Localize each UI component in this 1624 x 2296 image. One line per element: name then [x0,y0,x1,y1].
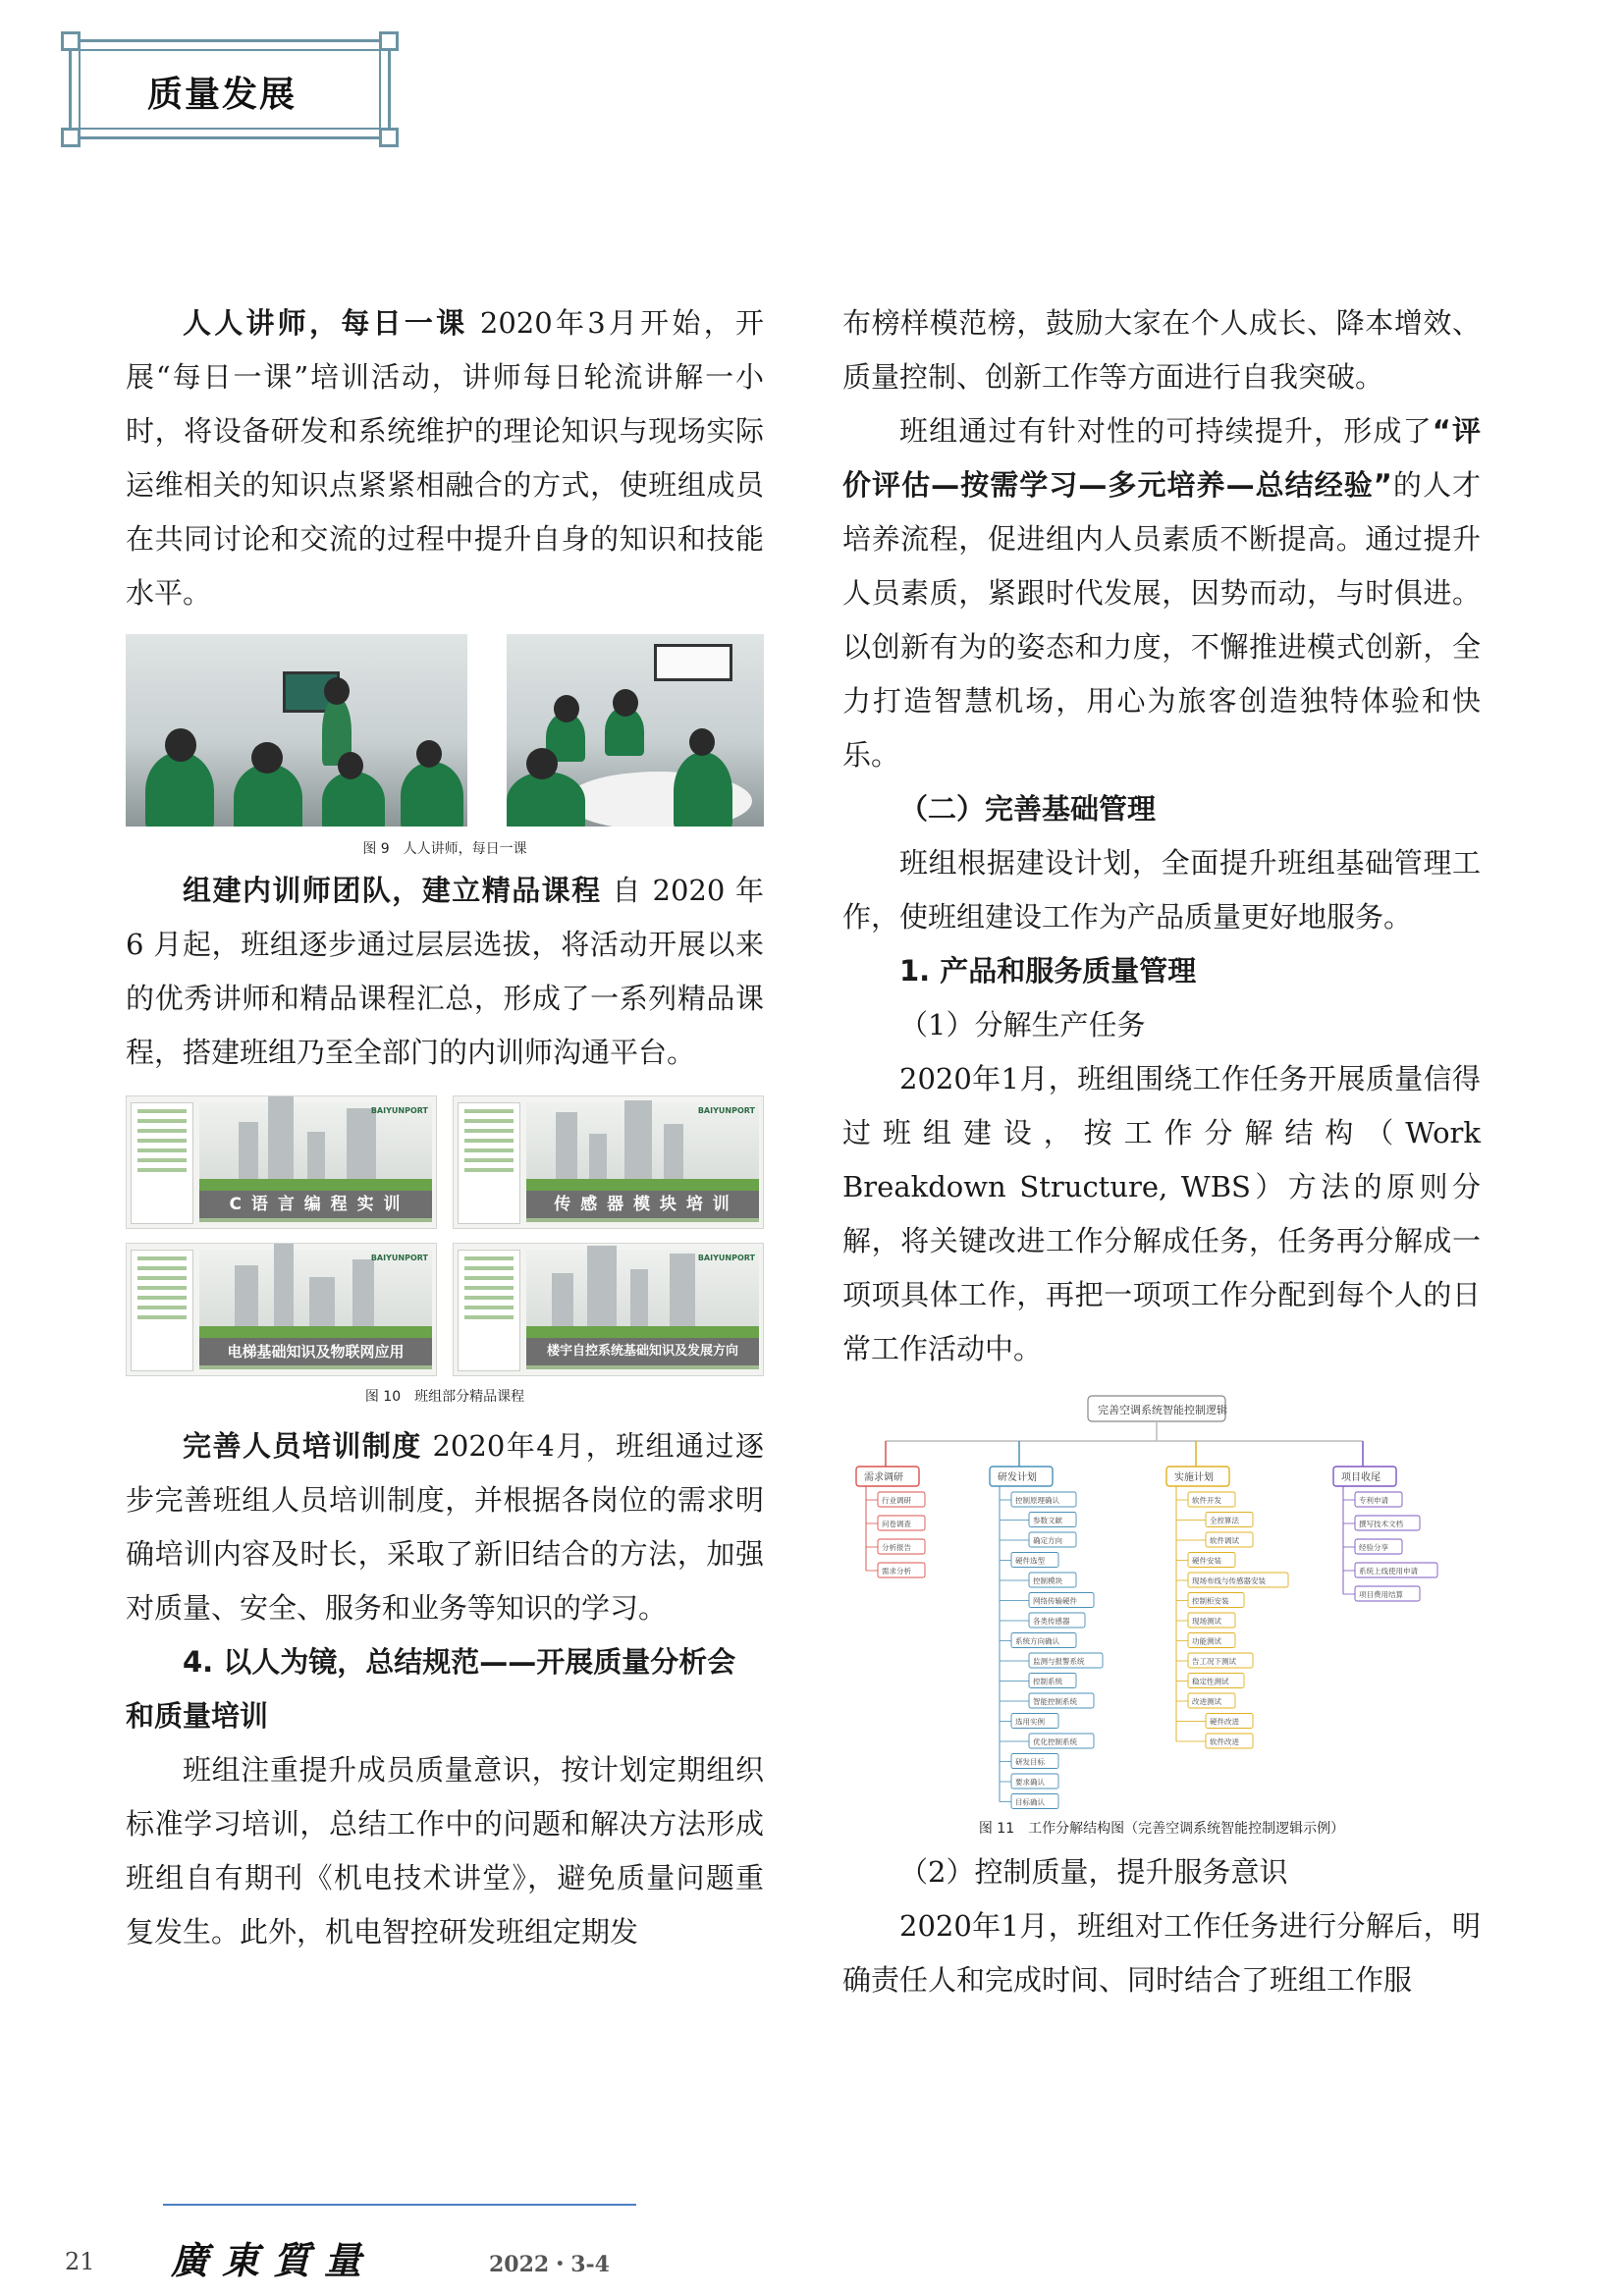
wbs-item-label: 系统上线使用申请 [1359,1567,1418,1575]
wbs-item-label: 经验分享 [1359,1543,1388,1552]
wbs-item-label: 目标确认 [1015,1797,1045,1807]
section-header [61,31,399,147]
paragraph-training-system [126,1419,764,1635]
right-column [842,296,1481,2007]
wbs-item-label: 项目费用结算 [1359,1590,1403,1599]
figure-10-caption: 图 10 班组部分精品课程 [364,1389,525,1405]
wbs-item-label: 软件改进 [1210,1737,1239,1746]
wbs-item-label: 优化控制系统 [1033,1737,1077,1746]
subheading-decompose-tasks: （1）分解生产任务 [899,1008,1146,1041]
course-title: 楼宇自控系统基础知识及发展方向 [526,1338,759,1365]
wbs-item-label: 选用实例 [1015,1717,1045,1727]
wbs-item-label: 监测与报警系统 [1033,1657,1085,1666]
wbs-item-label: 网络传输硬件 [1033,1596,1077,1606]
figure-11-caption: 图 11 工作分解结构图（完善空调系统智能控制逻辑示例） [978,1821,1345,1837]
wbs-item-label: 参数文献 [1033,1516,1062,1525]
wbs-item-label: 系统方向确认 [1015,1636,1059,1646]
wbs-item-label: 智能控制系统 [1033,1697,1077,1706]
wbs-item-label: 撰写技术文档 [1359,1520,1403,1528]
course-title: 传 感 器 模 块 培 训 [526,1191,759,1218]
magazine-brand: 廣東質量 [171,2238,376,2282]
wbs-item-label: 控制原理确认 [1015,1496,1059,1505]
paragraph-control-quality: 2020年1月，班组对工作任务进行分解后，明确责任人和完成时间、同时结合了班组工作服 [842,1909,1481,1997]
heading-quality-analysis: 4. 以人为镜，总结规范——开展质量分析会和质量培训 [126,1645,736,1733]
page-number: 21 [65,2248,95,2275]
wbs-item-label: 专利申请 [1359,1496,1388,1505]
wbs-item-label: 控制柜安装 [1192,1596,1229,1606]
paragraph-basic-management: 班组根据建设计划，全面提升班组基础管理工作，使班组建设工作为产品质量更好地服务。 [842,846,1481,934]
wbs-item-label: 全控算法 [1210,1516,1239,1525]
course-logo: BAIYUNPORT [697,1106,755,1115]
text-training-system: 2020年4月，班组通过逐步完善班组人员培训制度，并根据各岗位的需求明确培训内容及时长，采取了新旧结合的方法，加强对质量、安全、服务和业务等知识的学习。 [126,1429,764,1625]
wbs-item-label: 告工况下测试 [1192,1657,1236,1666]
paragraph-quality-awareness: 班组注重提升成员质量意识，按计划定期组织标准学习培训，总结工作中的问题和解决方法形成班组自有期刊《机电技术讲堂》，避免质量问题重复发生。此外，机电智控研发班组定期发 [126,1753,764,1949]
wbs-branch-label: 实施计划 [1174,1472,1214,1483]
wbs-item-label: 各类传感器 [1033,1617,1070,1626]
text-trainer-team: 自 2020 年 6 月起，班组逐步通过层层选拔，将活动开展以来的优秀讲师和精品课程汇总，形成了一系列精品课程，搭建班组乃至全部门的内训师沟通平台。 [126,874,764,1069]
figure-11-wbs-diagram [842,1384,1481,1816]
issue-number: 2022・3-4 [489,2252,610,2277]
classroom-photo-2 [507,634,764,827]
wbs-item-label: 软件调试 [1210,1536,1239,1545]
figure-10-courses [126,1090,764,1382]
wbs-branch-label: 项目收尾 [1341,1472,1380,1483]
lead-daily-lesson: 人人讲师，每日一课 [183,306,468,340]
wbs-item-label: 现场布线与传感器安装 [1192,1576,1266,1585]
wbs-branch-label: 需求调研 [864,1472,903,1483]
course-logo: BAIYUNPORT [697,1254,755,1262]
heading-basic-management: （二）完善基础管理 [899,792,1157,826]
wbs-item-label: 需求分析 [882,1567,911,1575]
paragraph-daily-lesson [126,296,764,620]
figure-9-photos [126,634,764,827]
left-column [126,296,764,1959]
wbs-item-label: 行业调研 [882,1496,911,1505]
course-title: 电梯基础知识及物联网应用 [199,1338,432,1365]
wbs-item-label: 研发目标 [1015,1757,1045,1767]
paragraph-role-models: 布榜样模范榜，鼓励大家在个人成长、降本增效、质量控制、创新工作等方面进行自我突破。 [842,306,1481,394]
wbs-root-label: 完善空调系统智能控制逻辑 [1098,1404,1227,1416]
wbs-item-label: 问卷调查 [882,1520,911,1528]
wbs-branch-label: 研发计划 [998,1472,1037,1483]
wbs-item-label: 稳定性测试 [1192,1677,1229,1686]
course-slide [126,1243,437,1376]
section-title: 质量发展 [147,75,298,115]
heading-product-quality: 1. 产品和服务质量管理 [899,954,1197,988]
talent-process-quote: “评价评估—按需学习—多元培养—总结经验” [842,414,1481,502]
text-daily-lesson: 2020年3月开始，开展“每日一课”培训活动，讲师每日轮流讲解一小时，将设备研发和系统维护的理论知识与现场实际运维相关的知识点紧紧相融合的方式，使班组成员在共同讨论和交流的过程中提升自身的知识和技能水平。 [126,306,764,610]
paragraph-wbs: 2020年1月，班组围绕工作任务开展质量信得过班组建设，按工作分解结构（Work Breakdown Structure, WBS）方法的原则分解，将关键改进工作分解成任务，任务再分解成一项项具体工作，再把一项项工作分配到每个人的日常工作活动中。 [842,1062,1481,1365]
wbs-item-label: 要求确认 [1015,1778,1045,1787]
wbs-diagram-svg [842,1384,1471,1816]
wbs-item-label: 硬件选型 [1015,1556,1045,1566]
course-logo: BAIYUNPORT [370,1106,428,1115]
figure-9-caption: 图 9 人人讲师，每日一课 [362,841,527,857]
text-talent-after: 的人才培养流程，促进组内人员素质不断提高。通过提升人员素质，紧跟时代发展，因势而动，与时俱进。以创新有为的姿态和力度，不懈推进模式创新，全力打造智慧机场，用心为旅客创造独特体验和快乐。 [842,468,1481,772]
course-slide [453,1243,764,1376]
paragraph-trainer-team [126,864,764,1080]
course-logo: BAIYUNPORT [370,1254,428,1262]
wbs-item-label: 控制系统 [1033,1677,1062,1686]
wbs-item-label: 分析报告 [882,1543,911,1552]
wbs-item-label: 硬件改进 [1210,1717,1239,1727]
subheading-control-quality: （2）控制质量，提升服务意识 [899,1855,1288,1889]
text-talent-before: 班组通过有针对性的可持续提升，形成了 [899,414,1433,448]
wbs-item-label: 现场测试 [1192,1617,1221,1626]
wbs-item-label: 控制模块 [1033,1576,1062,1585]
wbs-item-label: 确定方向 [1033,1536,1062,1545]
classroom-photo-1 [126,634,467,827]
wbs-item-label: 改进测试 [1192,1697,1221,1706]
lead-trainer-team: 组建内训师团队，建立精品课程 [183,874,602,907]
wbs-item-label: 硬件安装 [1192,1556,1221,1566]
wbs-item-label: 功能测试 [1192,1636,1221,1646]
course-title: C 语 言 编 程 实 训 [199,1191,432,1218]
course-slide [126,1095,437,1229]
wbs-item-label: 软件开发 [1192,1496,1221,1505]
footer-rule [163,2204,636,2206]
paragraph-talent-process [842,404,1481,782]
course-slide [453,1095,764,1229]
lead-training-system: 完善人员培训制度 [183,1429,422,1463]
